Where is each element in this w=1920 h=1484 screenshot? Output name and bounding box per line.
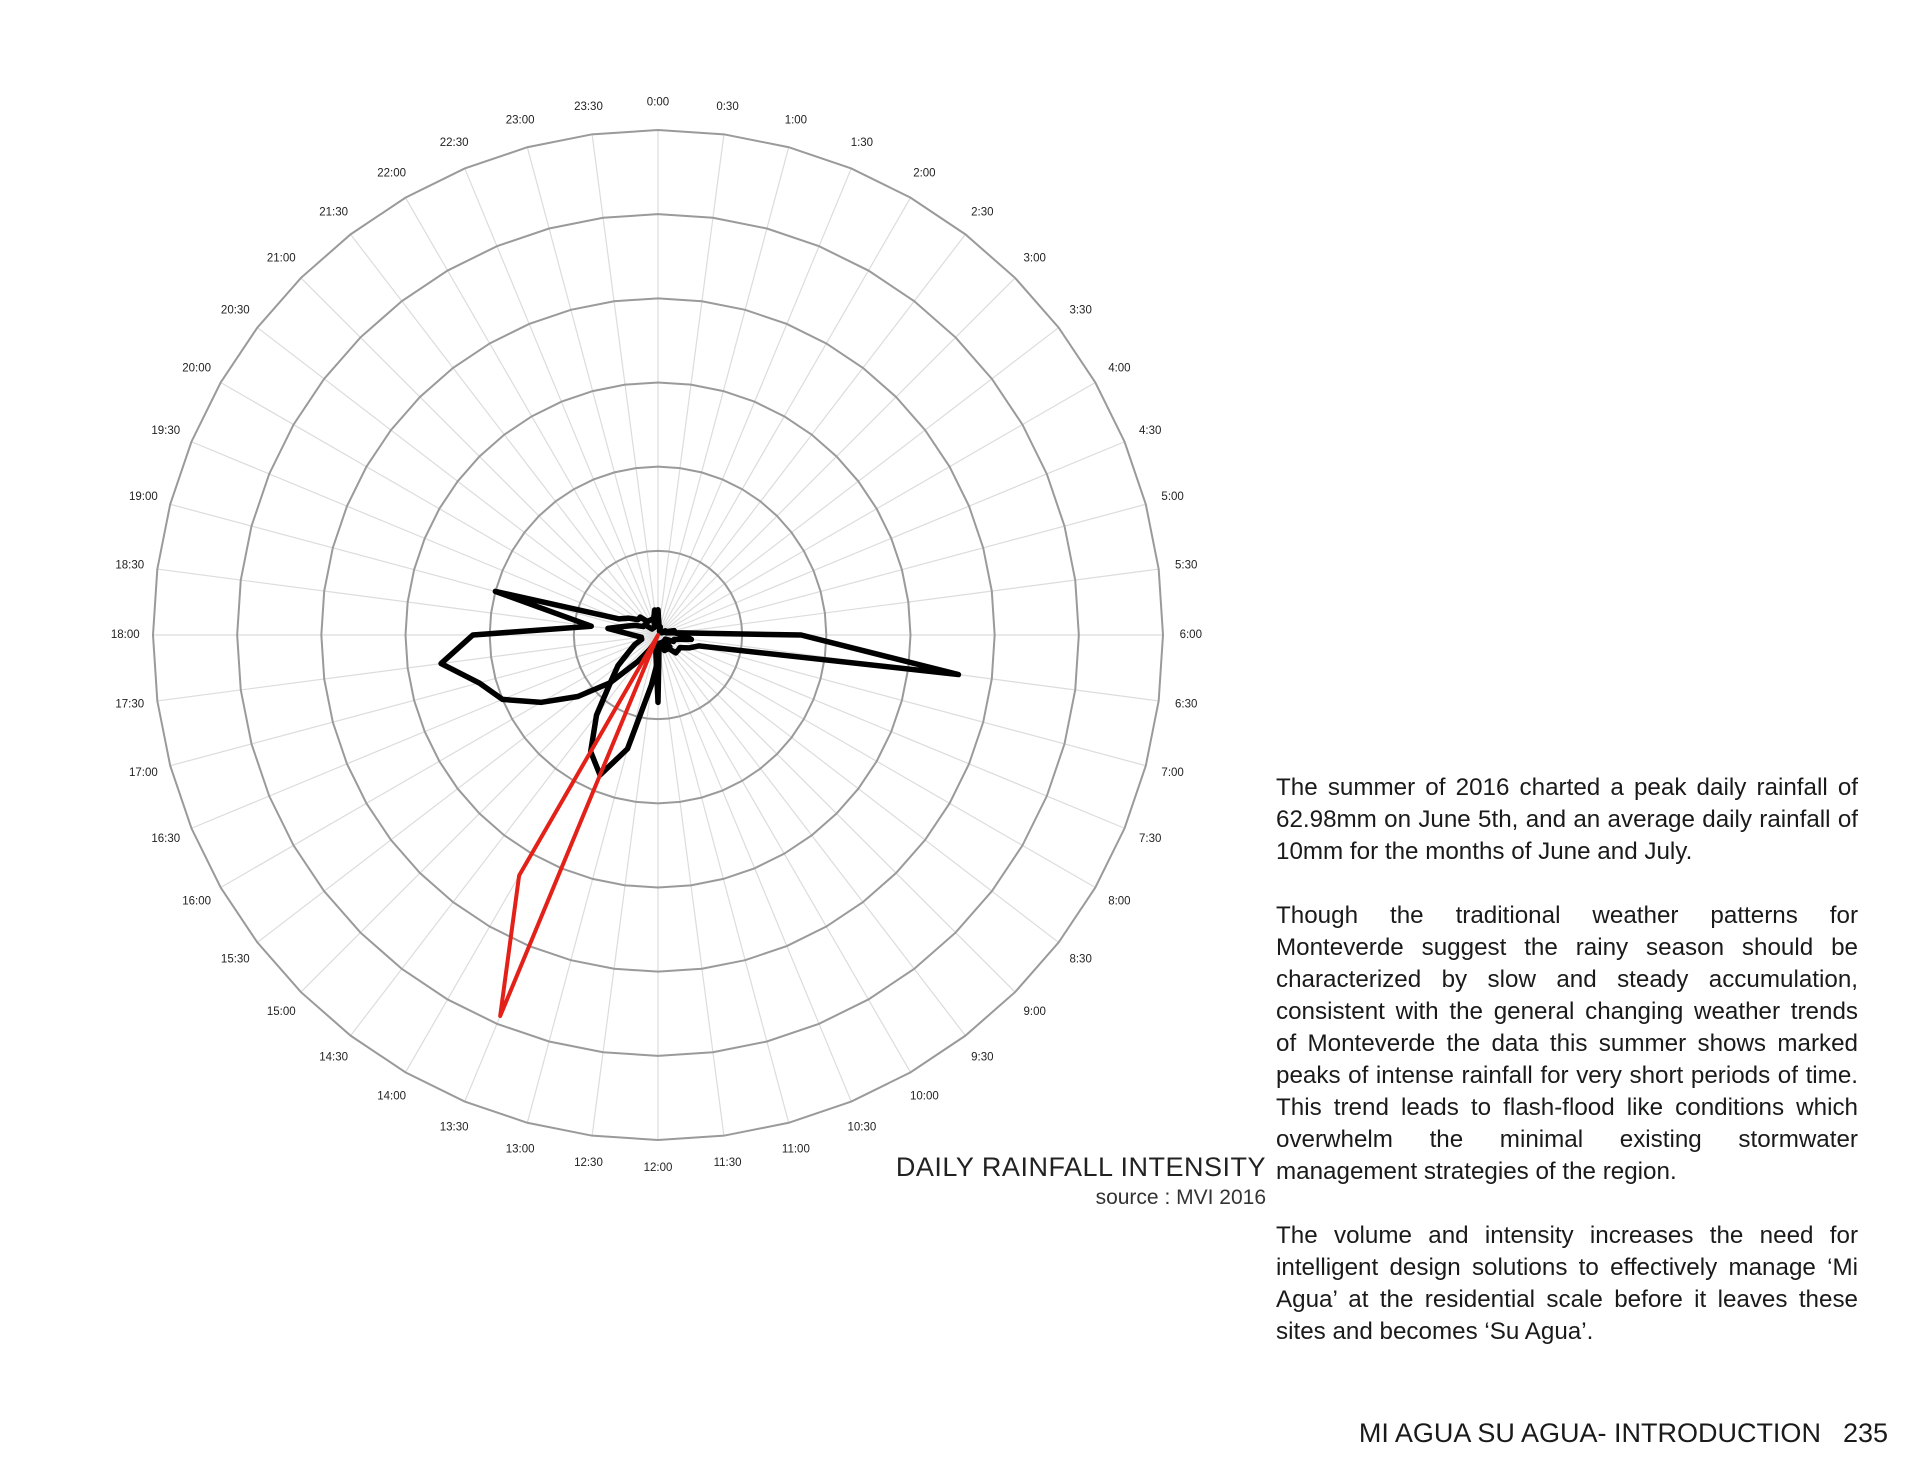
radar-tick-label: 18:30	[115, 559, 145, 572]
radar-tick-label: 10:30	[847, 1121, 877, 1134]
radar-tick-label: 1:00	[784, 114, 808, 127]
radar-tick-label: 11:30	[713, 1157, 742, 1170]
radar-tick-label: 21:00	[266, 252, 296, 265]
paragraph-peak-rainfall: The summer of 2016 charted a peak daily rainfall of 62.98mm on June 5th, and an average daily rainfall of 10mm for the months of June and July.	[1276, 774, 1858, 865]
radar-tick-label: 22:30	[439, 136, 469, 149]
radar-tick-label: 7:30	[1139, 832, 1162, 845]
radar-tick-label: 17:30	[115, 698, 145, 711]
radar-tick-label: 22:00	[377, 167, 407, 180]
radar-tick-label: 3:00	[1023, 252, 1046, 265]
radar-tick-label: 17:00	[128, 766, 158, 779]
footer-section-title: MI AGUA SU AGUA- INTRODUCTION	[1358, 1418, 1821, 1448]
radar-tick-label: 15:00	[266, 1005, 296, 1018]
radar-tick-label: 5:00	[1161, 491, 1184, 504]
radar-tick-label: 16:30	[151, 832, 181, 845]
radar-tick-label: 4:30	[1139, 425, 1162, 438]
radar-tick-label: 15:30	[220, 953, 250, 966]
radar-tick-label: 21:30	[319, 206, 349, 219]
radar-tick-label: 12:30	[574, 1157, 603, 1170]
radar-tick-label: 10:00	[909, 1090, 939, 1103]
radar-tick-label: 9:30	[971, 1051, 994, 1064]
radar-tick-label: 2:30	[971, 206, 994, 219]
radar-series-line	[500, 635, 658, 1016]
radar-tick-label: 8:30	[1069, 953, 1092, 966]
radar-tick-label: 5:30	[1175, 559, 1198, 572]
radar-tick-label: 23:30	[574, 100, 603, 113]
radar-tick-label: 16:00	[182, 895, 211, 908]
radar-tick-label: 6:30	[1175, 698, 1198, 711]
radar-tick-label: 12:00	[643, 1161, 673, 1174]
body-text	[1276, 772, 1858, 1380]
radar-tick-label: 8:00	[1108, 895, 1131, 908]
radar-tick-label: 19:30	[151, 425, 181, 438]
radar-tick-label: 7:00	[1161, 766, 1184, 779]
radar-tick-label: 3:30	[1069, 304, 1092, 317]
radar-tick-label: 23:00	[505, 114, 535, 127]
radar-tick-label: 0:00	[646, 96, 670, 109]
radar-tick-label: 2:00	[913, 167, 936, 180]
radar-tick-label: 20:30	[220, 304, 250, 317]
radar-tick-label: 14:30	[319, 1051, 349, 1064]
chart-source: source : MVI 2016	[1095, 1186, 1266, 1209]
radar-tick-label: 13:30	[439, 1121, 469, 1134]
radar-tick-label: 20:00	[182, 362, 211, 375]
radar-tick-label: 6:00	[1179, 629, 1202, 642]
page-footer	[1359, 1418, 1888, 1449]
radar-tick-label: 1:30	[850, 136, 874, 149]
radar-tick-label: 9:00	[1023, 1005, 1046, 1018]
radar-tick-label: 11:00	[781, 1143, 810, 1156]
radar-tick-label: 18:00	[110, 629, 140, 642]
radar-tick-label: 14:00	[377, 1090, 407, 1103]
radar-tick-label: 19:00	[128, 491, 158, 504]
chart-title: DAILY RAINFALL INTENSITY	[895, 1152, 1266, 1182]
paragraph-design-need: The volume and intensity increases the need for intelligent design solutions to effectively manage ‘Mi Agua’ at the residential scale before it leaves these sites and becomes ‘Su Agua’.	[1276, 1222, 1858, 1345]
page-number: 235	[1842, 1418, 1888, 1448]
radar-tick-label: 4:00	[1108, 362, 1131, 375]
radar-tick-label: 13:00	[505, 1143, 535, 1156]
paragraph-weather-patterns: Though the traditional weather patterns for Monteverde suggest the rainy season should be characterized by slow and steady accumulation, consistent with the general changing weather trends of Monteverde the data this summer shows marked peaks of intense rainfall for very short periods of time. This trend leads to flash-flood like conditions which overwhelm the minimal existing stormwater management strategies of the region.	[1276, 902, 1858, 1185]
radar-tick-label: 0:30	[716, 100, 739, 113]
radar-series-line	[441, 591, 958, 702]
